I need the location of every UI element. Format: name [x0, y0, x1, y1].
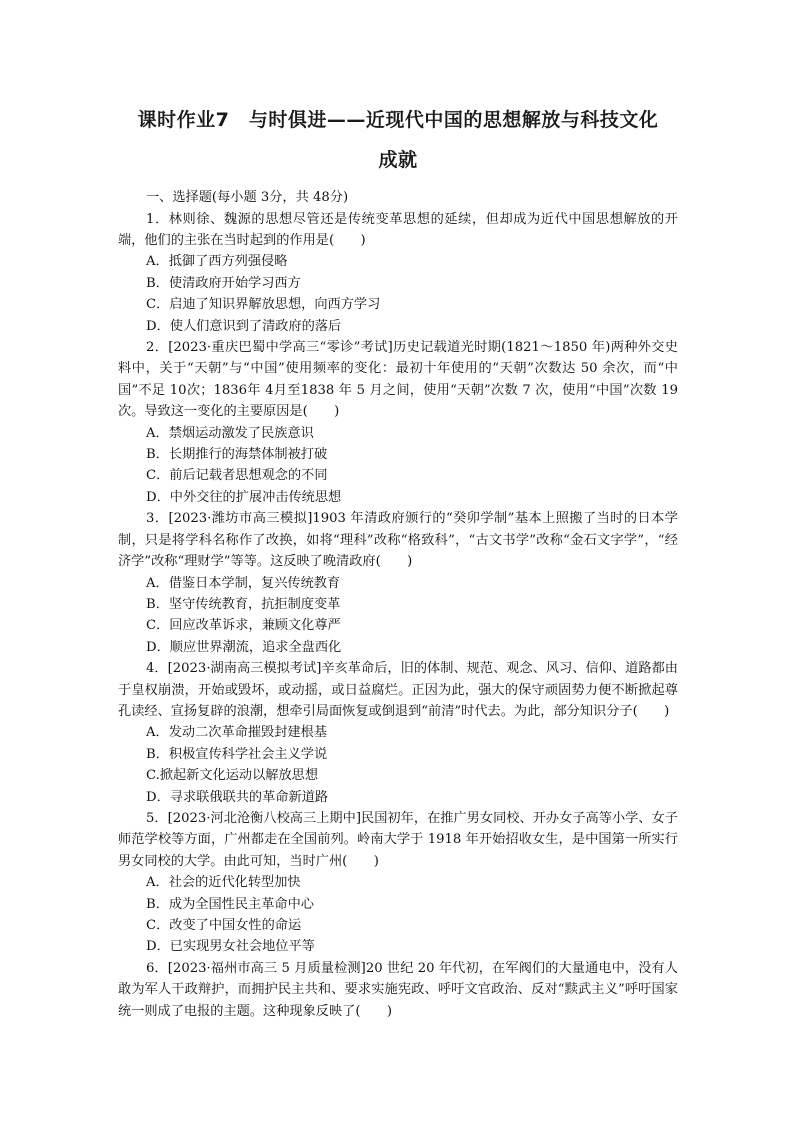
option-list [118, 872, 678, 958]
option-a: A．发动二次革命摧毁封建根基 [146, 725, 327, 741]
document-page [118, 98, 678, 1022]
option-a: A．抵御了西方列强侵略 [146, 254, 288, 270]
option-c: C．改变了中国女性的命运 [146, 918, 302, 933]
option-b: B．积极宣传科学社会主义学说 [146, 746, 328, 762]
question-stem: 3．[2023·潍坊市高三模拟]1903 年清政府颁行的“癸卯学制”基本上照搬了当时的日本学制，只是将学科名称作了改换，如将“理科”改称“格致科”，“古文书学”改称“金石文字学”，“经济学”改称“理财学”等等。这反映了晚清政府( ) [118, 511, 678, 570]
option-d: D．已实现男女社会地位平等 [146, 939, 315, 955]
option-b: B．成为全国性民主革命中心 [146, 896, 314, 912]
option-c: C．前后记载者思想观念的不同 [146, 468, 328, 484]
option-c: C．回应改革诉求，兼顾文化尊严 [146, 618, 341, 634]
document-title-line-2: 成就 [378, 149, 418, 171]
option-a: A．禁烟运动激发了民族意识 [146, 425, 314, 441]
option-b: B．长期推行的海禁体制被打破 [146, 447, 328, 463]
option-list [118, 423, 678, 509]
option-b: B．坚守传统教育，抗拒制度变革 [146, 596, 341, 612]
option-b: B．使清政府开始学习西方 [146, 275, 301, 291]
question-4 [118, 658, 678, 808]
option-list [118, 722, 678, 808]
option-d: D．使人们意识到了清政府的落后 [146, 318, 342, 334]
option-d: D．中外交往的扩展冲击传统思想 [146, 489, 342, 505]
option-c: C．启迪了知识界解放思想，向西方学习 [146, 297, 381, 313]
question-6 [118, 958, 678, 1022]
document-title-line-1: 课时作业7 与时俱进——近现代中国的思想解放与科技文化 [137, 109, 659, 131]
section-heading: 一、选择题(每小题 3分，共 48分) [146, 190, 349, 205]
question-stem: 4．[2023·湖南高三模拟考试]辛亥革命后，旧的体制、规范、观念、风习、信仰、道路都由于皇权崩溃，开始或毁坏，或动摇，或日益腐烂。正因为此，强大的保守顽固势力便不断掀起尊孔读经、宣扬复辟的浪潮，想牵引局面恢复或倒退到“前清”时代去。为此，部分知识分子( ) [118, 661, 678, 719]
question-2 [118, 337, 678, 508]
question-1 [118, 209, 678, 337]
question-stem: 1．林则徐、魏源的思想尽管还是传统变革思想的延续，但却成为近代中国思想解放的开端，他们的主张在当时起到的作用是( ) [118, 211, 678, 248]
question-5 [118, 808, 678, 958]
option-a: A．借鉴日本学制，复兴传统教育 [146, 575, 341, 591]
option-c: C.掀起新文化运动以解放思想 [146, 768, 319, 784]
option-d: D．顺应世界潮流，追求全盘西化 [146, 639, 342, 655]
question-stem: 5．[2023·河北沧衡八校高三上期中]民国初年，在推广男女同校、开办女子高等小学、女子师范学校等方面，广州都走在全国前列。岭南大学于 1918 年开始招收女生，是中国第一所实行男女同校的大学。由此可知，当时广州( ) [118, 810, 678, 869]
question-stem: 2．[2023·重庆巴蜀中学高三“零诊”考试]历史记载道光时期(1821～1850 年)两种外交史料中，关于“天朝”与“中国”使用频率的变化：最初十年使用的“天朝”次数达 50 余次，而“中国”不足 10次；1836年 4月至1838 年 5 月之间，使用“天朝”次数 7 次，使用“中国”次数 19次。导致这一变化的主要原因是( ) [118, 340, 678, 420]
question-stem: 6．[2023·福州市高三 5 月质量检测]20 世纪 20 年代初，在军阀们的大量通电中，没有人敢为军人干政辩护，而拥护民主共和、要求实施宪政、呼吁文官政治、反对“黩武主义”呼吁国家统一则成了电报的主题。这种现象反映了( ) [118, 960, 678, 1019]
option-a: A．社会的近代化转型加快 [146, 875, 301, 891]
question-3 [118, 508, 678, 658]
option-list [118, 573, 678, 659]
option-d: D．寻求联俄联共的革命新道路 [146, 789, 329, 805]
option-list [118, 251, 678, 337]
